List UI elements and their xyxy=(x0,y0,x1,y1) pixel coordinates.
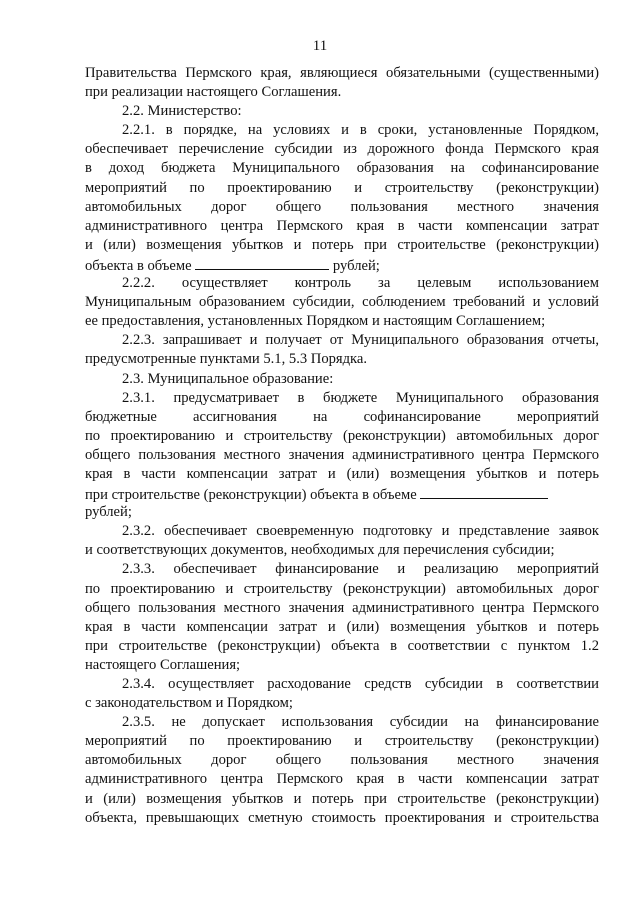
text-fragment: объекта в объеме xyxy=(85,257,192,274)
text-line: и соответствующих документов, необходимых для перечисления субсидии; xyxy=(85,542,555,559)
clause-start: 2.2.1. в порядке, на условиях и в сроки, установленные Порядком, xyxy=(122,122,599,139)
section-heading: 2.3. Муниципальное образование: xyxy=(122,370,334,387)
text-fragment: рублей; xyxy=(332,257,380,274)
clause-start: 2.3.4. осуществляет расходование средств субсидии в соответствии xyxy=(122,676,599,692)
text-line: ее предоставления, установленных Порядком и настоящим Соглашением; xyxy=(85,313,546,330)
text-fragment: при строительстве (реконструкции) объекта в объеме xyxy=(85,487,417,504)
text-line: мероприятий по проектированию и строительству (реконструкции) xyxy=(85,733,599,750)
text-line: при строительстве (реконструкции) объекта в соответствии с пунктом 1.2 xyxy=(85,637,599,654)
text-line: с законодательством и Порядком; xyxy=(85,695,293,712)
text-line: общего пользования местного значения административного центра Пермского xyxy=(85,599,599,616)
amount-blank-field xyxy=(420,484,548,499)
text-line: бюджетные ассигнования на софинансирование мероприятий xyxy=(85,408,599,425)
clause-start: 2.2.3. запрашивает и получает от Муниципального образования отчеты, xyxy=(122,332,599,349)
clause-start: 2.3.3. обеспечивает финансирование и реализацию мероприятий xyxy=(122,561,599,578)
text-line: обеспечивает перечисление субсидии из дорожного фонда Пермского края xyxy=(85,141,599,158)
text-line: автомобильных дорог общего пользования местного значения xyxy=(85,198,599,215)
clause-start: 2.2.2. осуществляет контроль за целевым использованием xyxy=(122,275,599,292)
text-line: настоящего Соглашения; xyxy=(85,656,241,673)
text-line: общего пользования местного значения административного центра Пермского xyxy=(85,446,599,463)
page-number: 11 xyxy=(312,38,328,54)
text-line: Правительства Пермского края, являющиеся обязательными (существенными) xyxy=(85,65,599,81)
text-line: при реализации настоящего Соглашения. xyxy=(85,84,342,101)
text-line: рублей; xyxy=(85,504,132,521)
text-line: края в части компенсации затрат и (или) возмещения убытков и потерь xyxy=(85,618,599,635)
text-line: автомобильных дорог общего пользования местного значения xyxy=(85,752,599,769)
clause-start: 2.3.5. не допускает использования субсидии на финансирование xyxy=(122,714,599,731)
text-line: административного центра Пермского края в части компенсации затрат xyxy=(85,217,599,234)
text-line: административного центра Пермского края в части компенсации затрат xyxy=(85,771,599,788)
amount-blank-field xyxy=(195,255,329,270)
text-line: мероприятий по проектированию и строительству (реконструкции) xyxy=(85,179,599,196)
clause-start: 2.3.2. обеспечивает своевременную подготовку и представление заявок xyxy=(122,523,599,540)
text-line: по проектированию и строительству (реконструкции) автомобильных дорог xyxy=(85,427,599,444)
text-line: края в части компенсации затрат и (или) возмещения убытков и потерь xyxy=(85,465,599,482)
text-line: предусмотренные пунктами 5.1, 5.3 Порядка. xyxy=(85,351,368,368)
text-line: объекта, превышающих сметную стоимость проектирования и строительства xyxy=(85,809,599,826)
clause-start: 2.3.1. предусматривает в бюджете Муниципального образования xyxy=(122,389,599,406)
text-line: и (или) возмещения убытков и потерь при строительстве (реконструкции) xyxy=(85,790,599,807)
text-line-with-blank xyxy=(85,255,599,274)
text-line: Муниципальным образованием субсидии, соблюдением требований и условий xyxy=(85,294,599,311)
text-line-with-blank xyxy=(85,484,599,503)
document-body xyxy=(85,64,599,828)
text-line: и (или) возмещения убытков и потерь при строительстве (реконструкции) xyxy=(85,236,599,253)
text-line: в доход бюджета Муниципального образования на софинансирование xyxy=(85,160,599,177)
section-heading: 2.2. Министерство: xyxy=(122,103,242,120)
text-line: по проектированию и строительству (реконструкции) автомобильных дорог xyxy=(85,580,599,597)
